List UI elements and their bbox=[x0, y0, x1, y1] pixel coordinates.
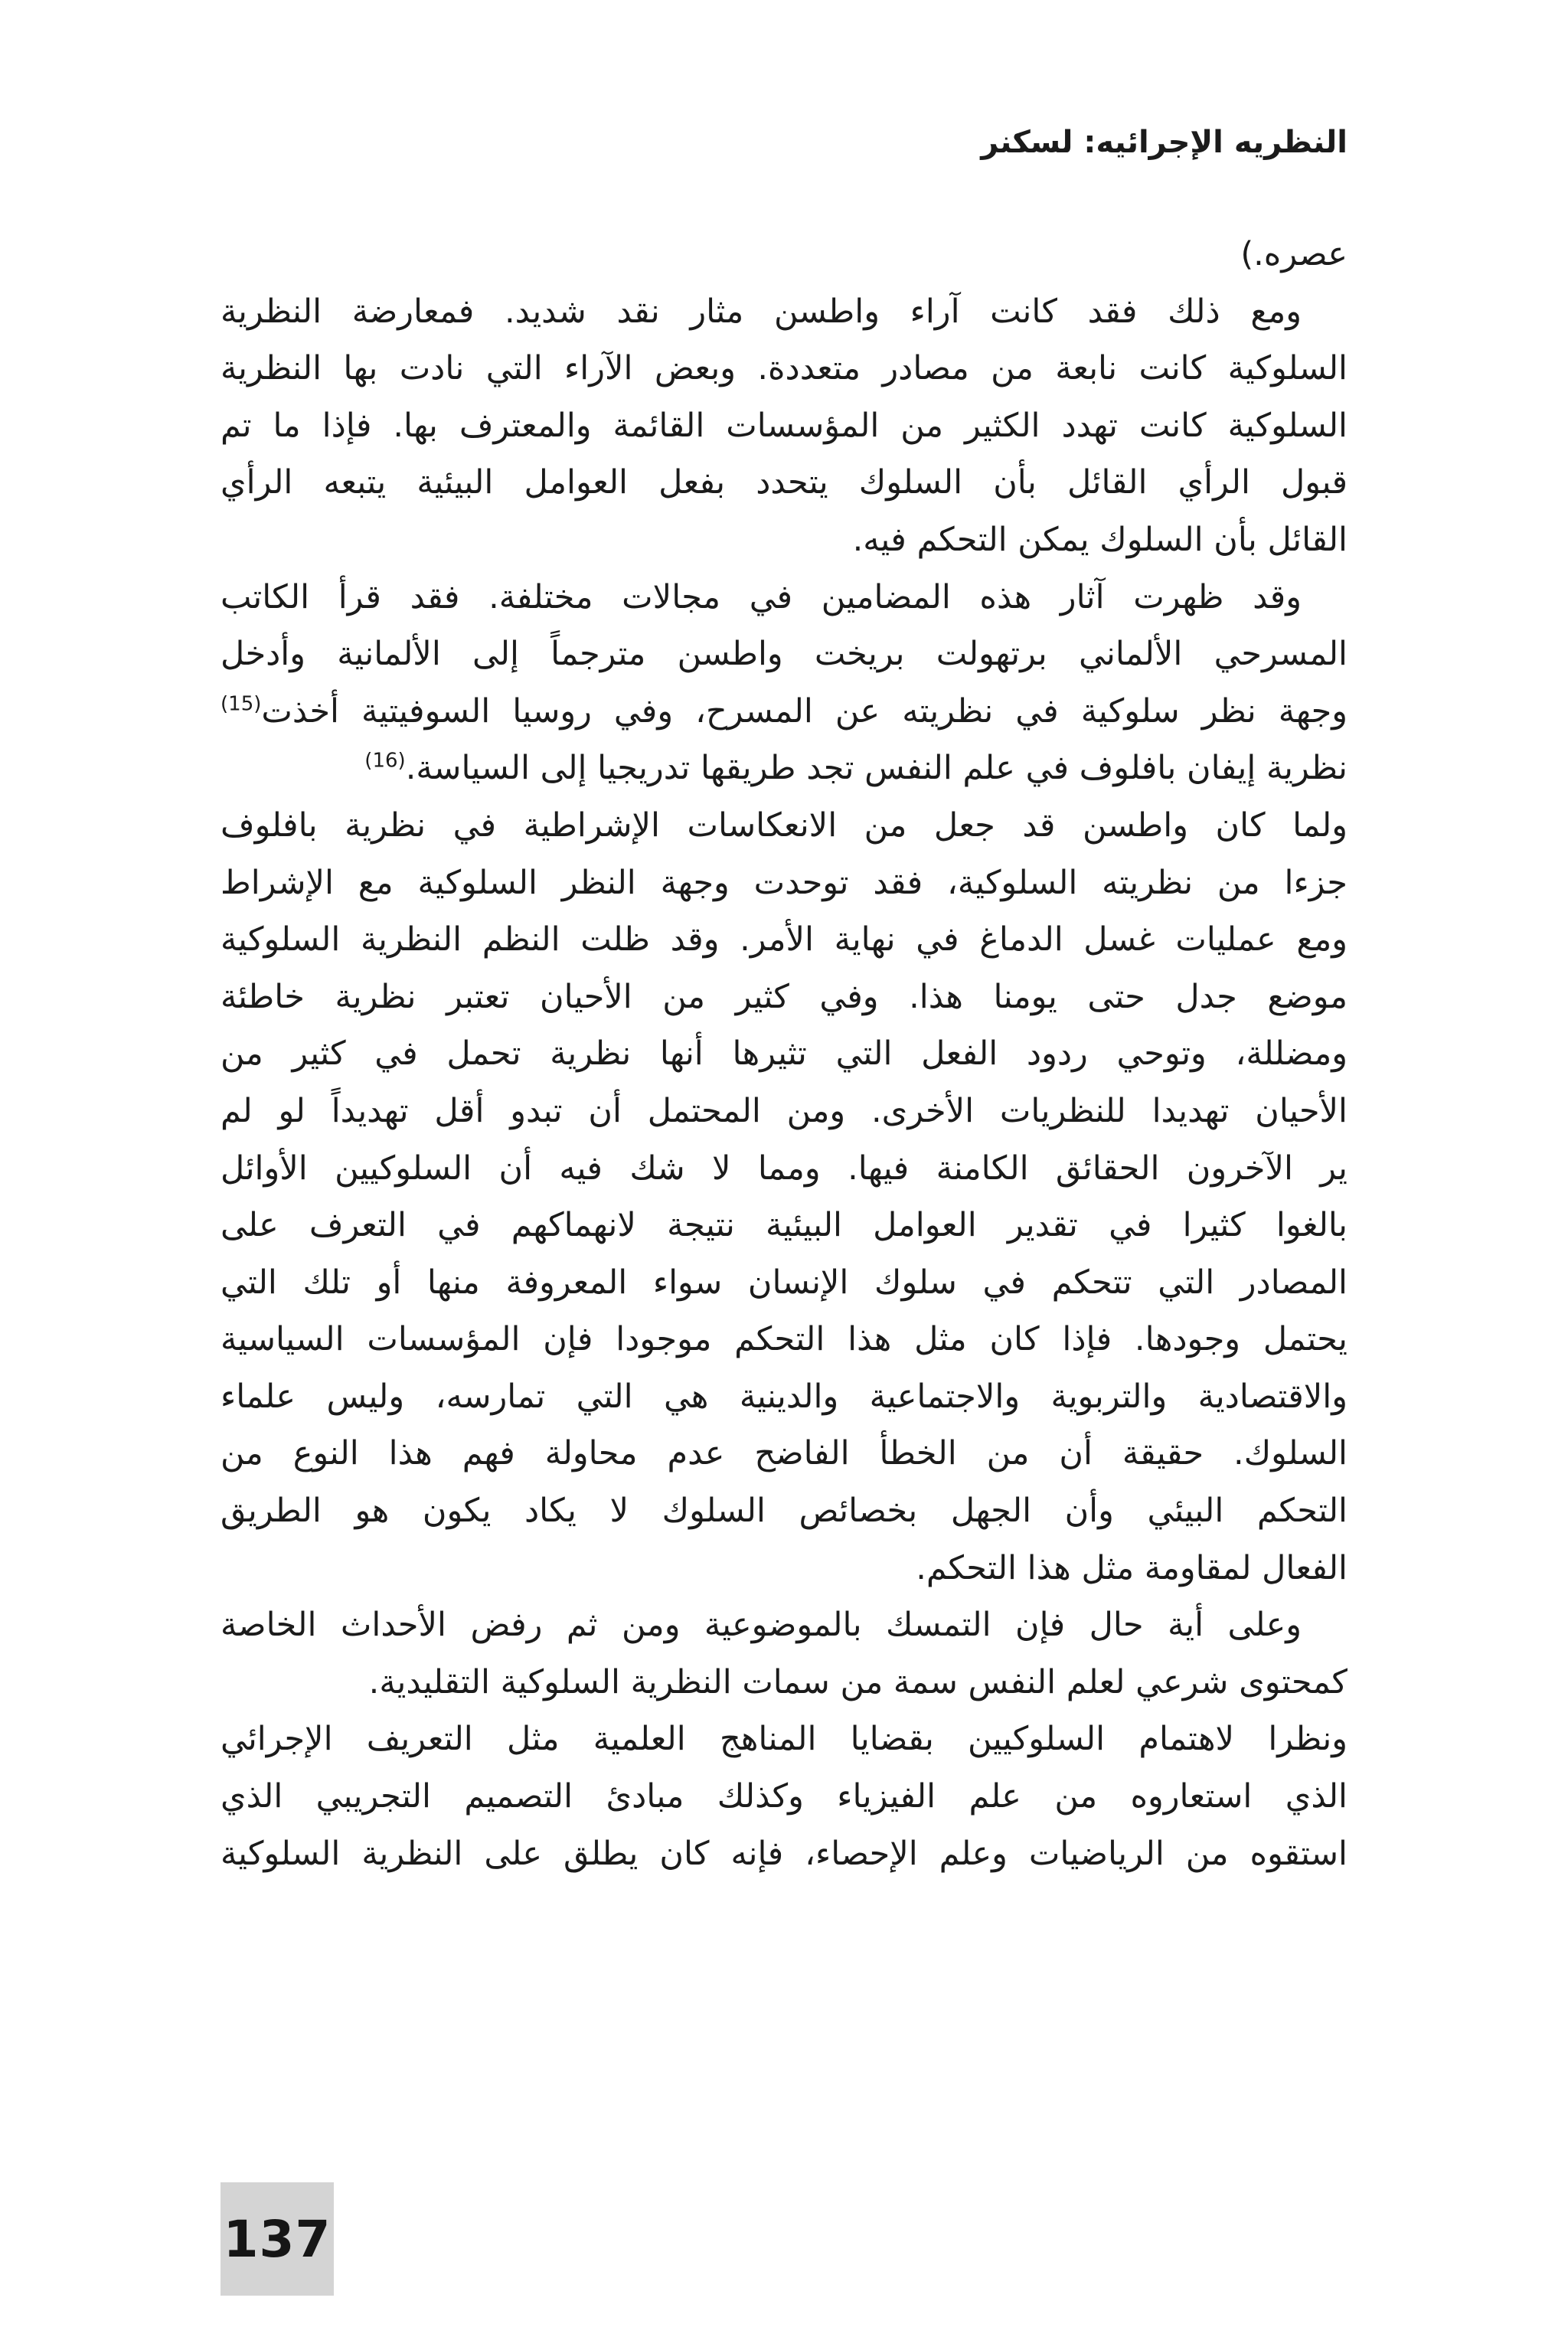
text-line: عصره.) bbox=[1240, 235, 1348, 273]
page-number-box bbox=[220, 2182, 334, 2296]
running-header bbox=[796, 112, 1348, 173]
text-line: ومع ذلك فقد كانت آراء واطسن مثار نقد شديد. فمعارضة النظرية bbox=[220, 292, 1302, 331]
text-line: وقد ظهرت آثار هذه المضامين في مجالات مختلفة. فقد قرأ الكاتب bbox=[220, 577, 1302, 616]
running-title: النظريه الإجرائيه: لسكنر bbox=[981, 125, 1348, 160]
text-line: بالغوا كثيرا في تقدير العوامل البيئية نتيجة لانهماكهم في التعرف على bbox=[220, 1206, 1348, 1245]
footnote-ref: (15) bbox=[220, 692, 262, 716]
text-line: القائل بأن السلوك يمكن التحكم فيه. bbox=[852, 520, 1348, 559]
text-line: قبول الرأي القائل بأن السلوك يتحدد بفعل العوامل البيئية يتبعه الرأي bbox=[220, 463, 1348, 502]
text-line: والاقتصادية والتربوية والاجتماعية والدينية هي التي تمارسه، وليس علماء bbox=[220, 1377, 1348, 1416]
text-line: ومع عمليات غسل الدماغ في نهاية الأمر. وقد ظلت النظم النظرية السلوكية bbox=[220, 920, 1348, 959]
text-line: استقوه من الرياضيات وعلم الإحصاء، فإنه كان يطلق على النظرية السلوكية bbox=[220, 1834, 1348, 1873]
text-line: التحكم البيئي وأن الجهل بخصائص السلوك لا يكاد يكون هو الطريق bbox=[220, 1492, 1348, 1531]
text-line: موضع جدل حتى يومنا هذا. وفي كثير من الأحيان تعتبر نظرية خاطئة bbox=[220, 977, 1348, 1016]
text-line: نظرية إيفان بافلوف في علم النفس تجد طريقها تدريجيا إلى السياسة.$^{(16)}$ bbox=[364, 749, 1348, 788]
text-line: المسرحي الألماني برتهولت بريخت واطسن مترجماً إلى الألمانية وأدخل bbox=[220, 635, 1348, 674]
text-line: جزءا من نظريته السلوكية، فقد توحدت وجهة النظر السلوكية مع الإشراط bbox=[220, 863, 1348, 902]
text-line: وجهة نظر سلوكية في نظريته عن المسرح، وفي روسيا السوفيتية أخذت$^{(15)}$ bbox=[220, 691, 1348, 730]
page-number: 137 bbox=[223, 2209, 332, 2269]
text-line: يحتمل وجودها. فإذا كان مثل هذا التحكم موجودا فإن المؤسسات السياسية bbox=[220, 1320, 1348, 1359]
text-line: السلوكية كانت نابعة من مصادر متعددة. وبعض الآراء التي نادت بها النظرية bbox=[220, 349, 1348, 388]
text-line: الأحيان تهديدا للنظريات الأخرى. ومن المحتمل أن تبدو أقل تهديداً لو لم bbox=[220, 1091, 1348, 1130]
text-line: ونظرا لاهتمام السلوكيين بقضايا المناهج العلمية مثل التعريف الإجرائي bbox=[220, 1720, 1348, 1759]
body-text bbox=[220, 226, 1348, 2156]
text-line: ير الآخرون الحقائق الكامنة فيها. ومما لا شك فيه أن السلوكيين الأوائل bbox=[220, 1149, 1348, 1188]
text-line: السلوكية كانت تهدد الكثير من المؤسسات القائمة والمعترف بها. فإذا ما تم bbox=[220, 406, 1348, 445]
text-line: كمحتوى شرعي لعلم النفس سمة من سمات النظرية السلوكية التقليدية. bbox=[368, 1662, 1348, 1701]
text-line: الذي استعاروه من علم الفيزياء وكذلك مبادئ التصميم التجريبي الذي bbox=[220, 1777, 1348, 1816]
text-line: السلوك. حقيقة أن من الخطأ الفاضح عدم محاولة فهم هذا النوع من bbox=[220, 1434, 1348, 1473]
text-line: وعلى أية حال فإن التمسك بالموضوعية ومن ثم رفض الأحداث الخاصة bbox=[220, 1606, 1302, 1645]
text-line: المصادر التي تتحكم في سلوك الإنسان سواء المعروفة منها أو تلك التي bbox=[220, 1263, 1348, 1302]
text-line: الفعال لمقاومة مثل هذا التحكم. bbox=[916, 1548, 1348, 1587]
footnote-ref: (16) bbox=[364, 750, 406, 773]
text-line: ولما كان واطسن قد جعل من الانعكاسات الإشراطية في نظرية بافلوف bbox=[220, 806, 1348, 845]
text-line: ومضللة، وتوحي ردود الفعل التي تثيرها أنها نظرية تحمل في كثير من bbox=[220, 1034, 1348, 1074]
